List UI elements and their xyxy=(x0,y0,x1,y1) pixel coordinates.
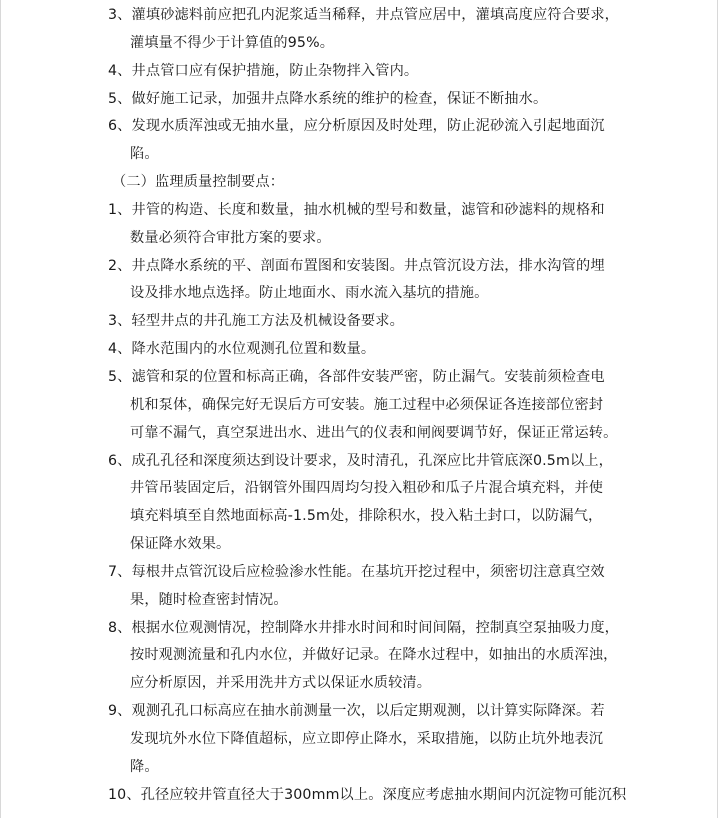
text-line: 8、根据水位观测情况，控制降水井排水时间和时间间隔，控制真空泵抽吸力度， xyxy=(108,619,619,636)
list-item xyxy=(108,253,612,309)
text-line: 3、灌填砂滤料前应把孔内泥浆适当稀释，井点管应居中，灌填高度应符合要求， xyxy=(108,7,619,23)
text-line: 保证降水效果。 xyxy=(130,536,231,553)
text-line: 5、滤管和泵的位置和标高正确，各部件安装严密，防止漏气。安装前须检查电 xyxy=(108,368,605,385)
text-line: 3、轻型井点的井孔施工方法及机械设备要求。 xyxy=(108,313,404,330)
text-line: 陷。 xyxy=(130,146,159,163)
text-line: 7、每根井点管沉设后应检验渗水性能。在基坑开挖过程中，须密切注意真空效 xyxy=(108,563,605,580)
list-item xyxy=(108,782,627,810)
text-line: 5、做好施工记录，加强井点降水系统的维护的检查，保证不断抽水。 xyxy=(108,90,548,107)
list-item xyxy=(108,113,612,169)
list-item xyxy=(108,698,612,782)
document-body xyxy=(108,2,627,809)
list-item xyxy=(108,615,619,699)
text-line: 数量必须符合审批方案的要求。 xyxy=(130,229,331,246)
text-line: 6、发现水质浑浊或无抽水量，应分析原因及时处理，防止泥砂流入引起地面沉 xyxy=(108,118,605,135)
list-item xyxy=(108,86,612,114)
list-item xyxy=(108,336,612,364)
list-item xyxy=(108,58,612,86)
text-line: 发现坑外水位下降值超标，应立即停止降水，采取措施，以防止坑外地表沉 xyxy=(130,730,604,747)
text-line: 应分析原因，并采用洗井方式以保证水质较清。 xyxy=(130,675,432,692)
text-line: 1、井管的构造、长度和数量，抽水机械的型号和数量，滤管和砂滤料的规格和 xyxy=(108,201,605,218)
text-line: 9、观测孔孔口标高应在抽水前测量一次，以后定期观测，以计算实际降深。若 xyxy=(108,703,605,720)
list-item xyxy=(108,308,612,336)
list-item xyxy=(108,448,612,559)
list-item xyxy=(108,2,619,58)
text-line: 灌填量不得少于计算值的95%。 xyxy=(130,34,335,51)
text-line: 果，随时检查密封情况。 xyxy=(130,591,288,608)
text-line: 4、井点管口应有保护措施，防止杂物拌入管内。 xyxy=(108,62,419,79)
list-item xyxy=(108,559,612,615)
text-line: 10、孔径应较井管直径大于300mm以上。深度应考虑抽水期间内沉淀物可能沉积 xyxy=(108,786,627,803)
text-line: 井管吊装固定后，沿钢管外围四周均匀投入粗砂和瓜子片混合填充料，并使 xyxy=(130,480,604,497)
text-line: 降。 xyxy=(130,758,159,775)
list-item xyxy=(108,364,618,448)
text-line: 机和泵体，确保完好无误后方可安装。施工过程中必须保证各连接部位密封 xyxy=(130,396,604,413)
text-line: 按时观测流量和孔内水位，并做好记录。在降水过程中，如抽出的水质浑浊， xyxy=(130,647,618,664)
text-line: 4、降水范围内的水位观测孔位置和数量。 xyxy=(108,341,376,358)
list-item xyxy=(108,197,612,253)
text-line: 设及排水地点选择。防止地面水、雨水流入基坑的措施。 xyxy=(130,285,489,302)
text-line: 填充料填至自然地面标高-1.5m处，排除积水，投入粘土封口，以防漏气， xyxy=(130,508,603,525)
text-line: 6、成孔孔径和深度须达到设计要求，及时清孔，孔深应比井管底深0.5m以上， xyxy=(108,452,613,469)
text-line: 可靠不漏气，真空泵进出水、进出气的仪表和闸阀要调节好，保证正常运转。 xyxy=(130,424,618,441)
text-line: 2、井点降水系统的平、剖面布置图和安装图。井点管沉设方法，排水沟管的埋 xyxy=(108,257,605,274)
section-heading: （二）监理质量控制要点： xyxy=(112,174,285,191)
